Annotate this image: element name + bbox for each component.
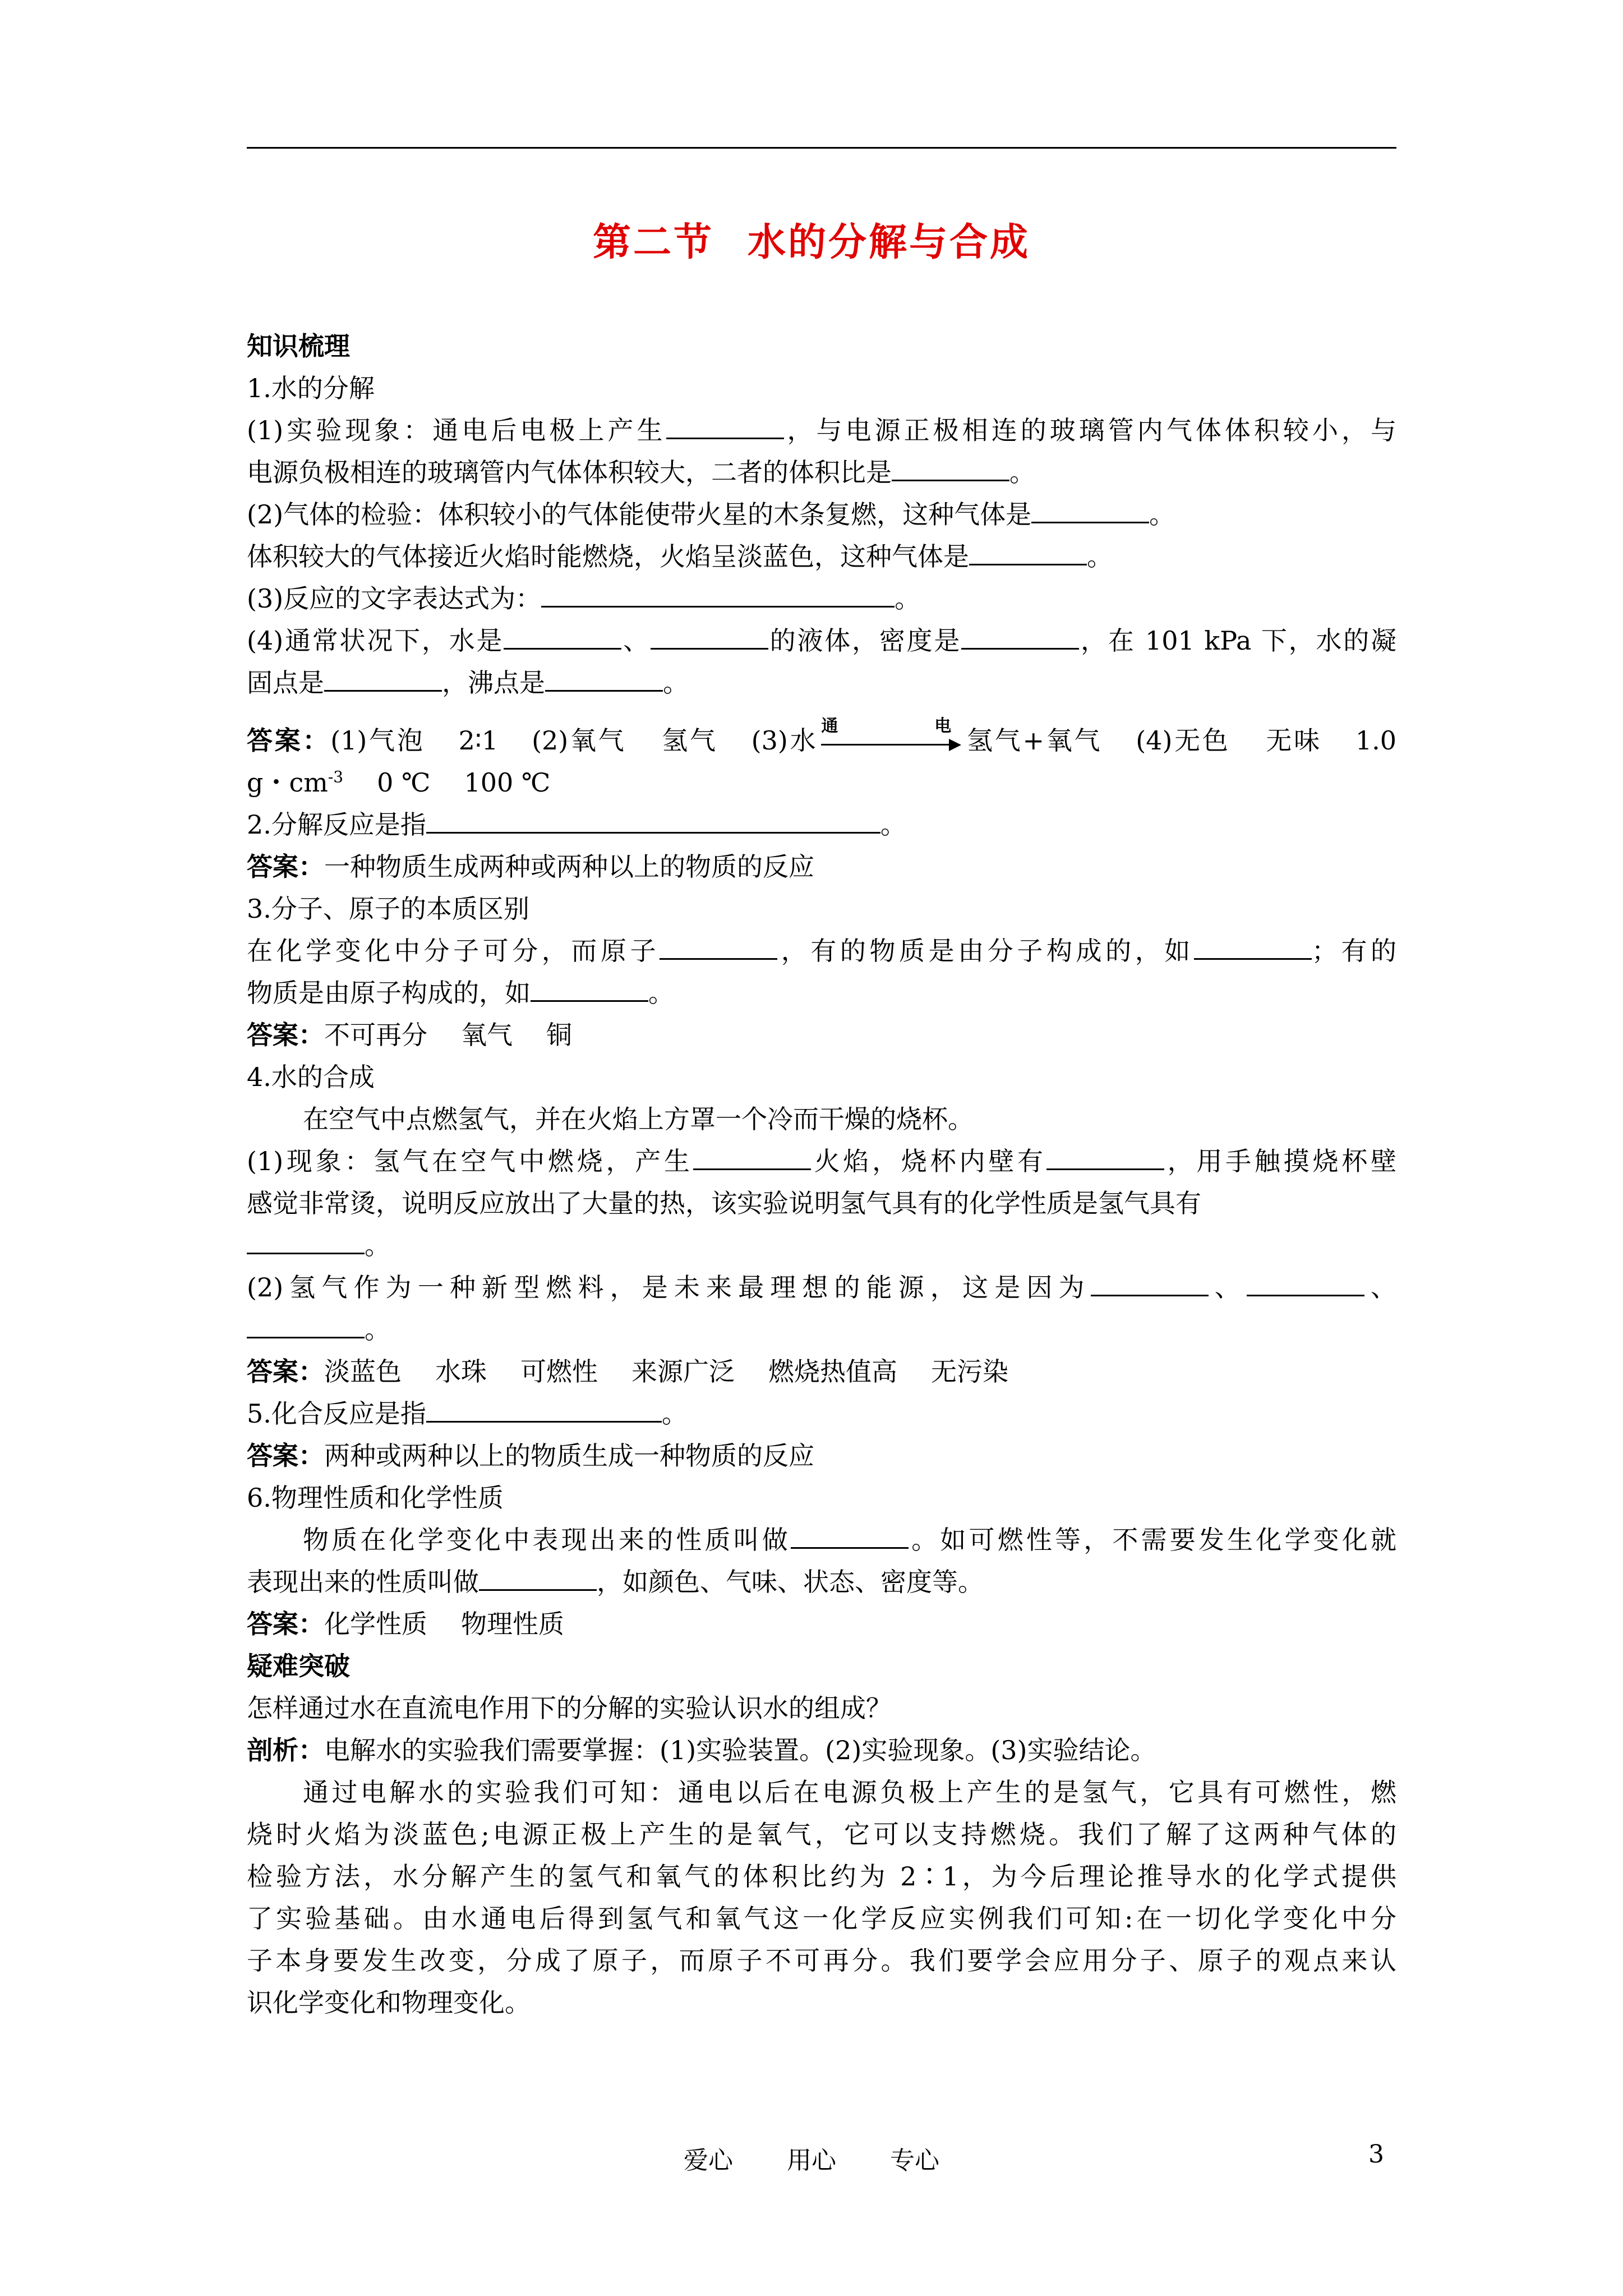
paragraph-7c: 。 xyxy=(247,1225,1396,1267)
subheading-2: 2.分解反应是指 。 xyxy=(247,809,906,840)
analysis: 剖析：电解水的实验我们需要掌握：(1)实验装置。(2)实验现象。(3)实验结论。 xyxy=(247,1735,1156,1765)
fill-blank xyxy=(1031,498,1149,523)
header-rule xyxy=(247,147,1396,149)
fill-blank xyxy=(545,666,663,692)
fill-blank xyxy=(426,1397,662,1423)
answer-1: 答案：(1)气泡 2∶1 (2)氧气 氢气 (3)水 通电 氢气+氧气 (4)无色 无味 1.0 xyxy=(247,716,1396,756)
reaction-arrow-icon: 通电 xyxy=(821,731,961,754)
explanation-line-6: 识化学变化和物理变化。 xyxy=(247,1987,531,2018)
fill-blank xyxy=(1046,1145,1164,1170)
paragraph-2b: 体积较大的气体接近火焰时能燃烧，火焰呈淡蓝色，这种气体是 。 xyxy=(247,541,1113,572)
fill-blank xyxy=(1091,1271,1209,1296)
paragraph-5b: 物质是由原子构成的，如 。 xyxy=(247,978,674,1008)
section-number: 第二节 xyxy=(592,220,714,265)
fill-blank xyxy=(531,977,648,1002)
subheading-5: 5.化合反应是指 。 xyxy=(247,1398,688,1429)
explanation-line-2: 烧时火焰为淡蓝色;电源正极上产生的是氧气，它可以支持燃烧。我们了解了这两种气体的 xyxy=(247,1819,1396,1849)
fill-blank xyxy=(791,1524,909,1549)
paragraph-3: (3)反应的文字表达式为： 。 xyxy=(247,583,921,614)
fill-blank xyxy=(426,808,880,834)
paragraph-5a: 在化学变化中分子可分，而原子 ，有的物质是由分子构成的，如 ；有的 xyxy=(247,936,1397,966)
subheading-1: 1.水的分解 xyxy=(247,373,375,403)
fill-blank xyxy=(1194,935,1312,960)
fill-blank xyxy=(651,624,768,650)
paragraph-7a: (1)现象：氢气在空气中燃烧，产生 火焰，烧杯内壁有 ，用手触摸烧杯壁 xyxy=(247,1146,1397,1176)
fill-blank xyxy=(247,1229,365,1254)
fill-blank xyxy=(666,414,784,439)
fill-blank xyxy=(660,935,777,960)
heading-knowledge: 知识梳理 xyxy=(247,331,350,361)
fill-blank xyxy=(961,624,1079,650)
fill-blank xyxy=(1247,1271,1364,1296)
paragraph-1b: 电源负极相连的玻璃管内气体体积较大，二者的体积比是 。 xyxy=(247,457,1035,487)
paragraph-6: 在空气中点燃氢气，并在火焰上方罩一个冷而干燥的烧杯。 xyxy=(303,1104,974,1134)
explanation-line-1: 通过电解水的实验我们可知：通电以后在电源负极上产生的是氢气，它具有可燃性，燃 xyxy=(303,1777,1396,1807)
footer-word: 用心 xyxy=(787,2146,836,2175)
document-body xyxy=(247,325,1396,2024)
explanation-line-5: 子本身要发生改变，分成了原子，而原子不可再分。我们要学会应用分子、原子的观点来认 xyxy=(247,1945,1396,1976)
fill-blank xyxy=(892,456,1009,481)
answer-5: 答案：两种或两种以上的物质生成一种物质的反应 xyxy=(247,1441,814,1471)
fill-blank xyxy=(693,1145,811,1170)
fill-blank xyxy=(479,1566,597,1591)
fill-blank xyxy=(504,624,621,650)
footer-word: 专心 xyxy=(890,2146,939,2175)
paragraph-9b: 表现出来的性质叫做 ，如颜色、气味、状态、密度等。 xyxy=(247,1567,984,1597)
section-title: 水的分解与合成 xyxy=(748,220,1031,265)
paragraph-1a: (1)实验现象：通电后电极上产生 ，与电源正极相连的玻璃管内气体体积较小，与 xyxy=(247,415,1396,445)
paragraph-7b: 感觉非常烫，说明反应放出了大量的热，该实验说明氢气具有的化学性质是氢气具有 xyxy=(247,1188,1201,1218)
fill-blank xyxy=(969,540,1087,565)
fill-blank xyxy=(541,582,895,608)
subheading-3: 3.分子、原子的本质区别 xyxy=(247,894,529,924)
paragraph-4b: 固点是 ，沸点是 。 xyxy=(247,668,689,698)
answer-4: 答案：淡蓝色 水珠 可燃性 来源广泛 燃烧热值高 无污染 xyxy=(247,1356,1008,1387)
answer-3: 答案：不可再分 氧气 铜 xyxy=(247,1020,572,1050)
paragraph-8a: (2)氢气作为一种新型燃料，是未来最理想的能源，这是因为 、 、 xyxy=(247,1272,1396,1303)
page-title xyxy=(0,212,1623,266)
paragraph-4a: (4)通常状况下，水是 、 的液体，密度是 ，在 101 kPa 下，水的凝 xyxy=(247,625,1397,656)
subheading-4: 4.水的合成 xyxy=(247,1062,375,1092)
subheading-6: 6.物理性质和化学性质 xyxy=(247,1483,504,1513)
page-number: 3 xyxy=(1368,2140,1384,2169)
fill-blank xyxy=(324,666,442,692)
paragraph-8b: 。 xyxy=(247,1309,1396,1351)
answer-2: 答案：一种物质生成两种或两种以上的物质的反应 xyxy=(247,852,814,882)
explanation-line-4: 了实验基础。由水通电后得到氢气和氧气这一化学反应实例我们可知:在一切化学变化中分 xyxy=(247,1903,1396,1934)
fill-blank xyxy=(247,1313,365,1338)
paragraph-2a: (2)气体的检验：体积较小的气体能使带火星的木条复燃，这种气体是 。 xyxy=(247,499,1175,530)
footer-word: 爱心 xyxy=(684,2146,733,2175)
answer-6: 答案：化学性质 物理性质 xyxy=(247,1609,564,1639)
paragraph-9a: 物质在化学变化中表现出来的性质叫做 。如可燃性等，不需要发生化学变化就 xyxy=(303,1525,1397,1555)
answer-1b: g・$cm^{-3}$ 0 ℃ 100 ℃ xyxy=(247,767,551,798)
question: 怎样通过水在直流电作用下的分解的实验认识水的组成？ xyxy=(247,1693,892,1723)
explanation-line-3: 检验方法，水分解产生的氢气和氧气的体积比约为 2∶1，为今后理论推导水的化学式提供 xyxy=(247,1861,1396,1892)
heading-difficulties: 疑难突破 xyxy=(247,1651,350,1681)
